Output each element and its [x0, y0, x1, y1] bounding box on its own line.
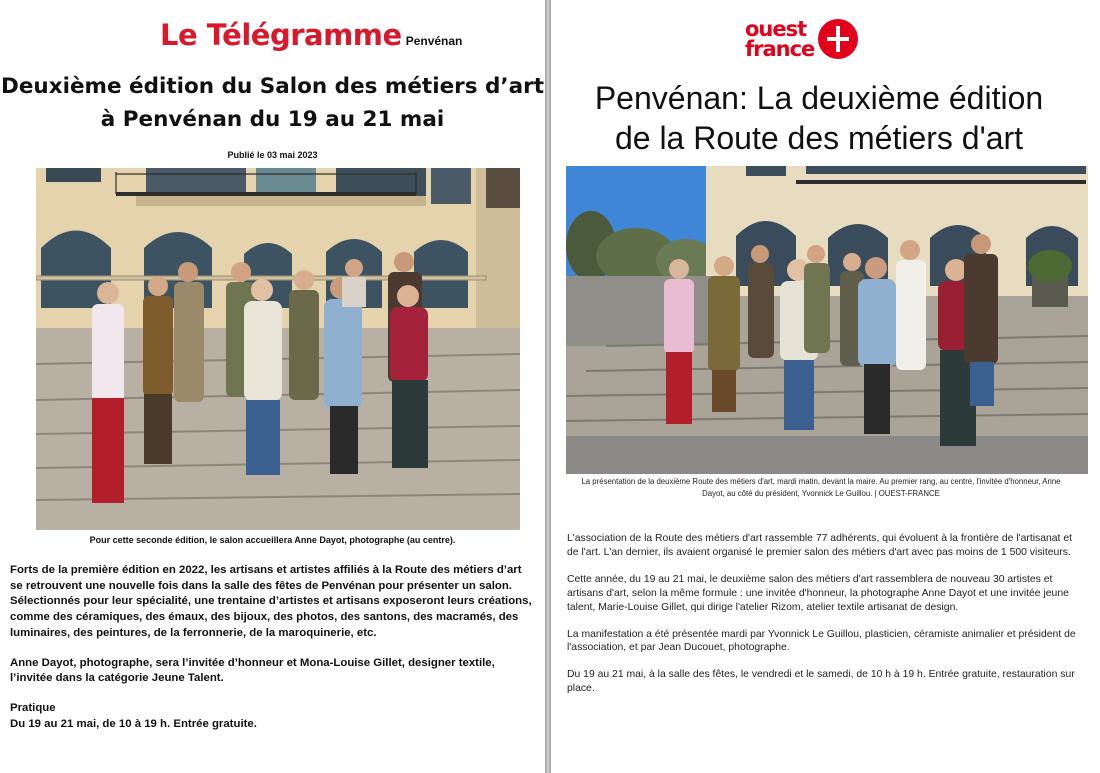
telegramme-paragraph-1: Forts de la première édition en 2022, les artisans et artistes affiliés à la Route des métiers d’art se retrouvent une nouvelle fois dans la salle des fêtes de Penvénan pour présenter un salon. Sélectionnés pour leur spécialité, une trentaine d’artistes et artisans exposeront leurs créations, comme des céramiques, des émaux, des bijoux, des photos, des santons, des macramés, des luminaires, des peintures, de la ferronnerie, de la maroquinerie, etc. — [10, 564, 532, 639]
ouestfrance-logo-icon — [817, 18, 859, 60]
telegramme-group-photo — [36, 168, 520, 530]
telegramme-publish-date: Publié le 03 mai 2023 — [227, 150, 318, 160]
ouestfrance-headline-line1: Penvénan: La deuxième édition — [594, 80, 1044, 116]
ouestfrance-logo-line2: france — [745, 37, 815, 61]
ouestfrance-paragraph-1: L'association de la Route des métiers d'art rassemble 77 adhérents, qui évoluent à la frontière de l'artisanat et de l'art. L'an dernier, ils avaient organisé le premier salon des métiers d'art avec pas moins de 1 500 visiteurs. — [567, 533, 1072, 558]
ouestfrance-logo-line1: ouest — [745, 17, 807, 41]
ouestfrance-article — [551, 0, 1100, 773]
ouestfrance-paragraph-4: Du 19 au 21 mai, à la salle des fêtes, le vendredi et le samedi, de 10 h à 19 h. Entrée gratuite, restauration sur place. — [567, 669, 1075, 695]
ouestfrance-paragraph-2: Cette année, du 19 au 21 mai, le deuxième salon des métiers d'art rassemblera de nouveau 30 artistes et artisans d'art, selon la même formule : une invitée d'honneur, la photographe Anne Dayot et une invitée jeune talent, Marie-Louise Gillet, qui dirige l'atelier Rizom, atelier textile artisanat de design. — [567, 573, 1069, 613]
telegramme-paragraph-2: Anne Dayot, photographe, sera l’invitée d’honneur et Mona-Louise Gillet, designer textile, l’invitée dans la catégorie Jeune Talent. — [10, 656, 495, 685]
ouestfrance-headline-line2: de la Route des métiers d'art — [614, 120, 1024, 156]
telegramme-location: Penvénan — [405, 34, 463, 48]
telegramme-practical-heading: Pratique — [10, 701, 56, 714]
ouestfrance-logo — [745, 18, 859, 60]
telegramme-body — [10, 563, 535, 732]
ouestfrance-photo-caption: La présentation de la deuxième Route des métiers d'art, mardi matin, devant la maire. Au premier rang, au centre, l'invitée d'honneur, Anne Dayot, au côté du président, Yvonnick Le Guillou. | OUEST-FRANCE — [581, 477, 1061, 498]
telegramme-practical-text: Du 19 au 21 mai, de 10 à 19 h. Entrée gratuite. — [10, 717, 257, 730]
telegramme-photo-caption: Pour cette seconde édition, le salon accueillera Anne Dayot, photographe (au centre). — [89, 535, 456, 545]
ouestfrance-headline — [569, 78, 1069, 158]
ouestfrance-paragraph-3: La manifestation a été présentée mardi par Yvonnick Le Guillou, plasticien, céramiste animalier et président de l'association, et par Jean Ducouet, photographe. — [567, 628, 1076, 654]
telegramme-logo: Le Télégramme — [160, 18, 402, 52]
telegramme-headline-line2: à Penvénan du 19 au 21 mai — [100, 107, 445, 132]
telegramme-headline-line1: Deuxième édition du Salon des métiers d’art — [1, 74, 544, 99]
ouestfrance-body — [567, 532, 1077, 709]
telegramme-headline — [0, 70, 545, 136]
ouestfrance-logo-text — [745, 19, 814, 59]
ouestfrance-group-photo — [566, 166, 1088, 474]
telegramme-article — [0, 0, 545, 773]
telegramme-masthead — [160, 18, 462, 52]
